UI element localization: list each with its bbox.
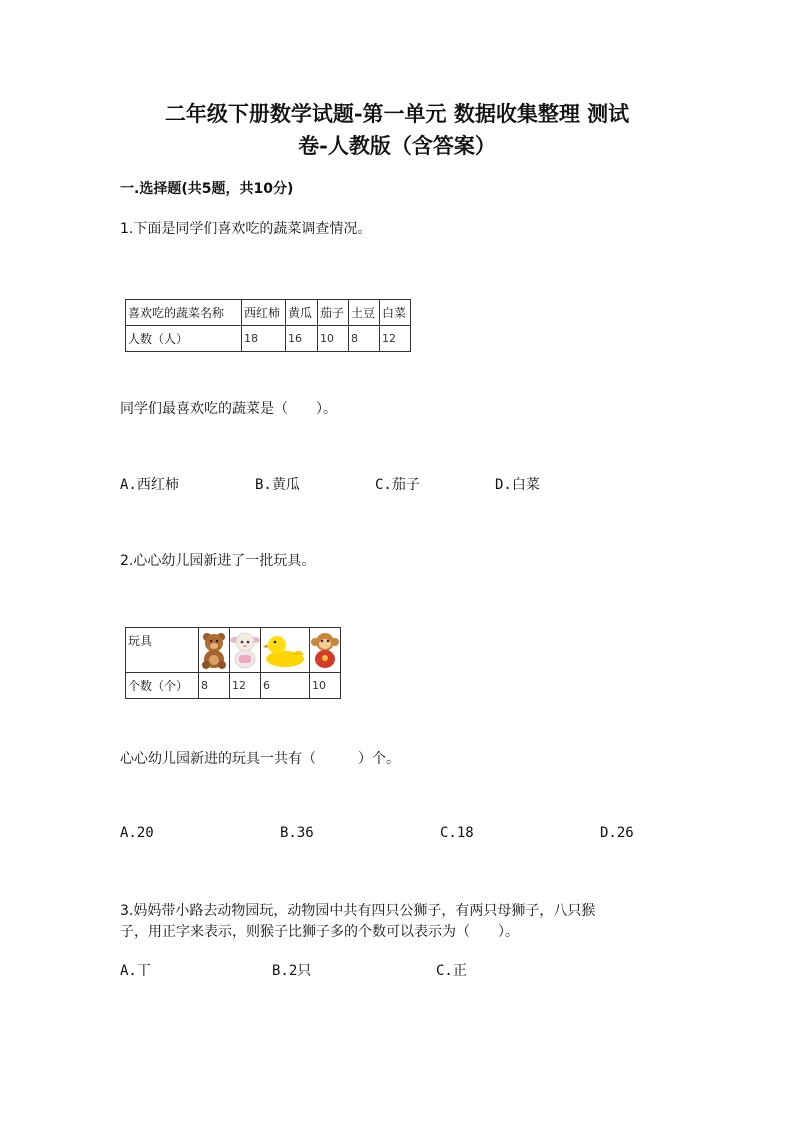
table-header-cell: 玩具 bbox=[126, 628, 199, 673]
table-header-cell: 土豆 bbox=[349, 300, 380, 326]
option-b[interactable]: B.36 bbox=[280, 825, 314, 841]
option-c[interactable]: C.18 bbox=[440, 825, 474, 841]
page-title-line1: 二年级下册数学试题-第一单元 数据收集整理 测试 bbox=[164, 101, 630, 126]
section-heading: 一.选择题(共5题，共10分) bbox=[120, 181, 294, 197]
table-cell: 18 bbox=[242, 326, 286, 352]
question-1-stem: 1.下面是同学们喜欢吃的蔬菜调查情况。 bbox=[120, 221, 372, 237]
option-d[interactable]: D.26 bbox=[600, 825, 634, 841]
question-2-prompt: 心心幼儿园新进的玩具一共有（ ）个。 bbox=[120, 751, 400, 767]
table-header-cell: 西红柿 bbox=[242, 300, 286, 326]
option-a[interactable]: A.丅 bbox=[120, 963, 151, 979]
table-cell: 12 bbox=[380, 326, 411, 352]
table-cell: 10 bbox=[318, 326, 349, 352]
table-cell: 6 bbox=[261, 673, 310, 699]
page-title-line2: 卷-人教版（含答案） bbox=[298, 133, 496, 158]
option-b[interactable]: B.2只 bbox=[272, 963, 312, 979]
table-header-cell: 茄子 bbox=[318, 300, 349, 326]
table-header-cell: 白菜 bbox=[380, 300, 411, 326]
table-row-label: 个数（个） bbox=[126, 673, 199, 699]
question-1-prompt: 同学们最喜欢吃的蔬菜是（ ）。 bbox=[120, 401, 337, 417]
option-b[interactable]: B.黄瓜 bbox=[255, 477, 300, 493]
teddy-bear-icon bbox=[199, 631, 229, 669]
rubber-duck-icon bbox=[263, 631, 307, 669]
option-d[interactable]: D.白菜 bbox=[495, 477, 540, 493]
vegetable-table bbox=[125, 299, 411, 352]
table-cell: 8 bbox=[199, 673, 230, 699]
table-cell: 16 bbox=[286, 326, 318, 352]
option-a[interactable]: A.西红柿 bbox=[120, 477, 179, 493]
question-3-stem-line2: 子，用正字来表示，则猴子比狮子多的个数可以表示为（ ）。 bbox=[120, 924, 519, 940]
toy-table bbox=[125, 627, 341, 699]
table-cell: 10 bbox=[310, 673, 341, 699]
question-2-stem: 2.心心幼儿园新进了一批玩具。 bbox=[120, 553, 316, 569]
toy-cell bbox=[199, 628, 230, 673]
monkey-doll-icon bbox=[310, 631, 340, 669]
question-3-stem-line1: 3.妈妈带小路去动物园玩，动物园中共有四只公狮子，有两只母狮子，八只猴 bbox=[120, 903, 596, 919]
option-a[interactable]: A.20 bbox=[120, 825, 154, 841]
sheep-doll-icon bbox=[230, 631, 260, 669]
table-header-cell: 黄瓜 bbox=[286, 300, 318, 326]
toy-cell bbox=[261, 628, 310, 673]
table-cell: 12 bbox=[230, 673, 261, 699]
toy-cell bbox=[310, 628, 341, 673]
table-row-label: 人数（人） bbox=[126, 326, 242, 352]
option-c[interactable]: C.茄子 bbox=[375, 477, 420, 493]
option-c[interactable]: C.正 bbox=[436, 963, 467, 979]
table-cell: 8 bbox=[349, 326, 380, 352]
table-header-cell: 喜欢吃的蔬菜名称 bbox=[126, 300, 242, 326]
toy-cell bbox=[230, 628, 261, 673]
